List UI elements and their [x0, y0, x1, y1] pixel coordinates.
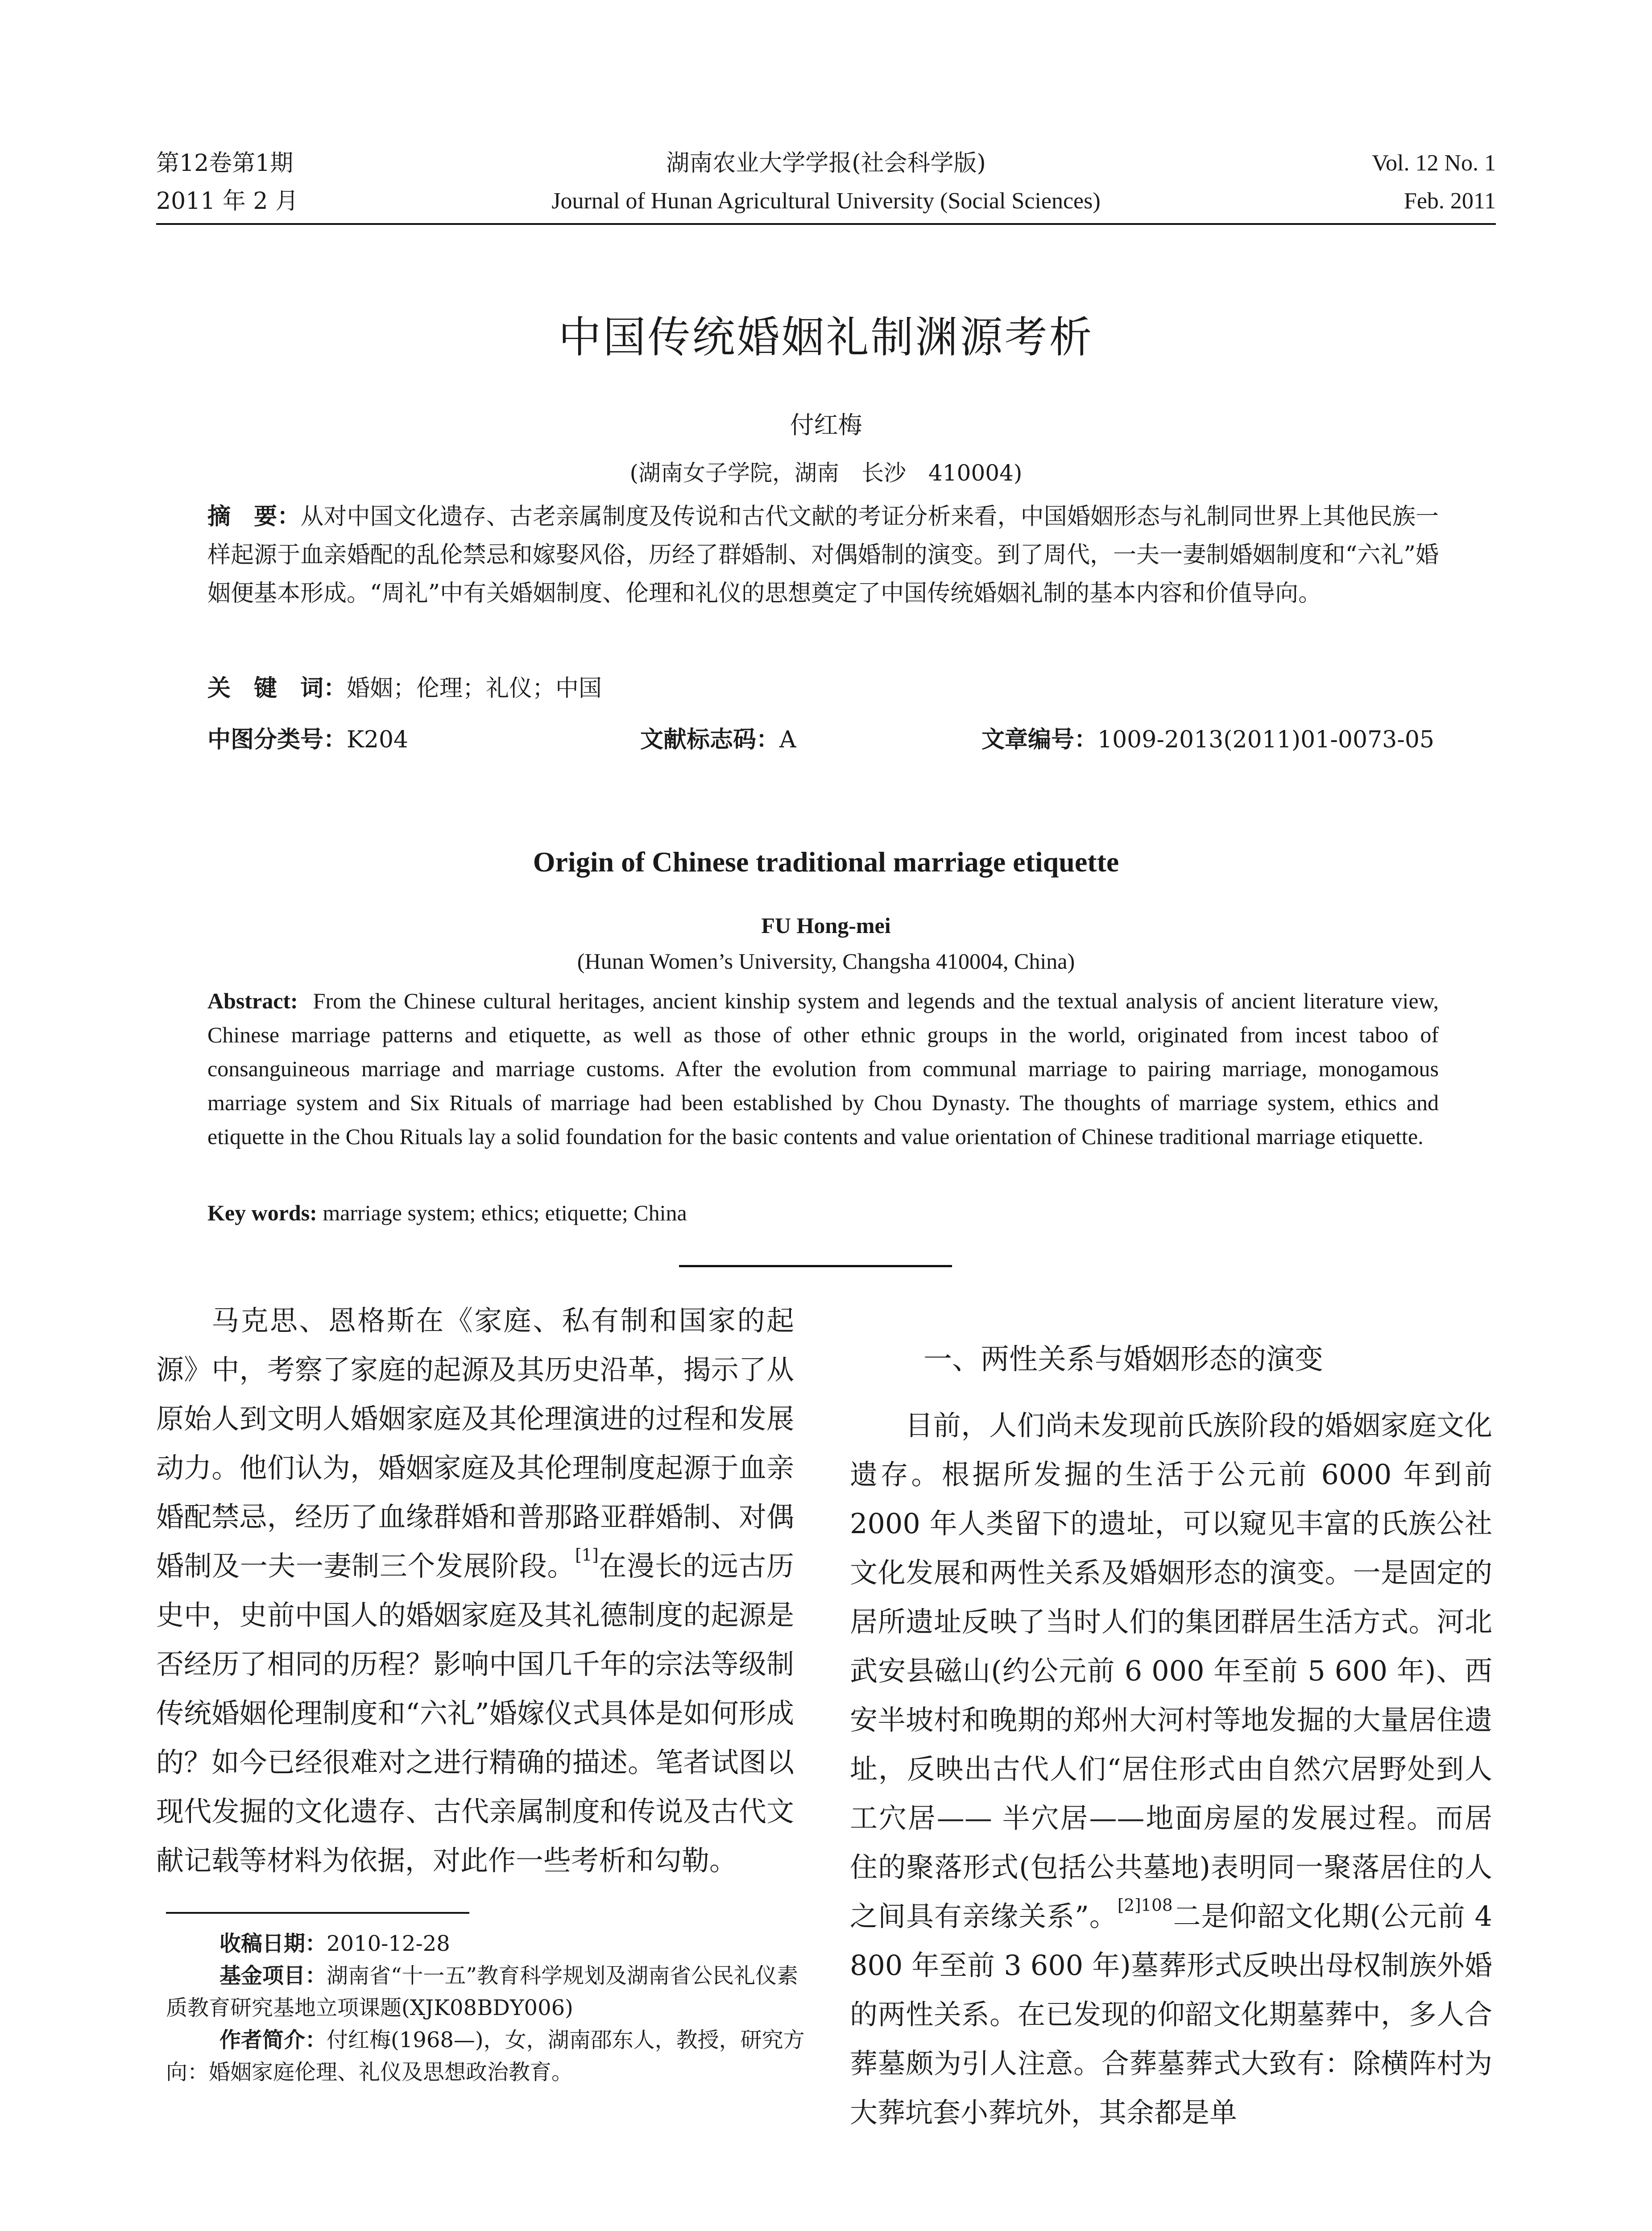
header-date-cn: 2011 年 2 月	[156, 188, 299, 215]
keywords-en-label: Key words:	[207, 1200, 317, 1225]
footnote-received	[166, 1928, 808, 1960]
section-1-text-2: 二是仰韶文化期(公元前 4 800 年至前 3 600 年)墓葬形式反映出母权制族外婚的两性关系。在已发现的仰韶文化期墓葬中，多人合葬墓颇为引人注意。合葬墓葬式大致有：除横阵村为大葬坑套小葬坑外，其余都是单	[850, 1900, 1492, 2129]
section-1-paragraph	[850, 1401, 1492, 2137]
fund-value: 湖南省“十一五”教育科学规划及湖南省公民礼仪素质教育研究基地立项课题(XJK08BDY006)	[166, 1963, 799, 2020]
footnote-fund	[166, 1960, 808, 2024]
header-journal-en: Journal of Hunan Agricultural University (Social Sciences)	[551, 188, 1101, 214]
footnotes	[166, 1928, 808, 2088]
document-code	[640, 721, 796, 754]
abstract-cn-label: 摘 要：	[207, 503, 301, 530]
article-value: 1009-2013(2011)01-0073-05	[1097, 726, 1434, 753]
section-heading-1: 一、两性关系与婚姻形态的演变	[923, 1343, 1323, 1376]
article-number	[981, 721, 1434, 754]
keywords-en-text: marriage system; ethics; etiquette; China	[323, 1200, 687, 1225]
section-divider	[679, 1265, 952, 1267]
paper-title-en: Origin of Chinese traditional marriage etiquette	[533, 846, 1119, 878]
intro-text-2: 在漫长的远古历史中，史前中国人的婚姻家庭及其礼德制度的起源是否经历了相同的历程？影响中国几千年的宗法等级制传统婚姻伦理制度和“六礼”婚嫁仪式具体是如何形成的？如今已经很难对之进行精确的描述。笔者试图以现代发掘的文化遗存、古代亲属制度和传说及古代文献记载等材料为依据，对此作一些考析和勾勒。	[156, 1550, 794, 1877]
footnote-author	[166, 2024, 808, 2088]
abstract-cn-text: 从对中国文化遗存、古老亲属制度及传说和古代文献的考证分析来看，中国婚姻形态与礼制同世界上其他民族一样起源于血亲婚配的乱伦禁忌和嫁娶风俗，历经了群婚制、对偶婚制的演变。到了周代，一夫一妻制婚姻制度和“六礼”婚姻便基本形成。“周礼”中有关婚姻制度、伦理和礼仪的思想奠定了中国传统婚姻礼制的基本内容和价值导向。	[207, 503, 1439, 607]
received-label: 收稿日期：	[219, 1931, 327, 1956]
header-rule	[156, 223, 1496, 225]
author-bio-value: 付红梅(1968—)，女，湖南邵东人，教授，研究方向：婚姻家庭伦理、礼仪及思想政治教育。	[166, 2028, 805, 2085]
doc-value: A	[779, 726, 796, 753]
keywords-en	[207, 1196, 1439, 1230]
affiliation-cn: (湖南女子学院，湖南 长沙 410004)	[629, 460, 1023, 486]
author-en: FU Hong-mei	[761, 913, 891, 938]
intro-paragraph	[156, 1296, 794, 1885]
abstract-en-label: Abstract:	[207, 988, 298, 1013]
keywords-cn-label: 关 键 词：	[207, 675, 347, 702]
affiliation-en: (Hunan Women’s University, Changsha 410004, China)	[577, 949, 1075, 974]
keywords-cn-text: 婚姻；伦理；礼仪；中国	[347, 675, 602, 702]
author-bio-label: 作者简介：	[219, 2028, 327, 2053]
fund-label: 基金项目：	[219, 1963, 327, 1988]
header-vol-en: Vol. 12 No. 1	[1372, 150, 1496, 176]
citation-2: [2]108	[1117, 1895, 1173, 1915]
keywords-cn	[207, 669, 1439, 708]
article-label: 文章编号：	[981, 726, 1098, 753]
header-date-en: Feb. 2011	[1404, 188, 1496, 214]
left-column-body	[156, 1296, 794, 1885]
paper-title-cn: 中国传统婚姻礼制渊源考析	[558, 312, 1094, 362]
header-journal-cn: 湖南农业大学学报(社会科学版)	[666, 150, 986, 177]
author-cn: 付红梅	[790, 411, 862, 439]
clc-value: K204	[347, 726, 409, 753]
right-column-body	[850, 1401, 1492, 2137]
abstract-cn	[207, 498, 1439, 613]
abstract-en	[207, 984, 1439, 1153]
section-1-text-1: 目前，人们尚未发现前氏族阶段的婚姻家庭文化遗存。根据所发掘的生活于公元前 6000 年到前 2000 年人类留下的遗址，可以窥见丰富的氏族公社文化发展和两性关系及婚姻形态的演变。一是固定的居所遗址反映了当时人们的集团群居生活方式。河北武安县磁山(约公元前 6 000 年至前 5 600 年)、西安半坡村和晚期的郑州大河村等地发掘的大量居住遗址，反映出古代人们“居住形式由自然穴居野处到人工穴居—— 半穴居——地面房屋的发展过程。而居住的聚落形式(包括公共墓地)表明同一聚落居住的人之间具有亲缘关系”。	[850, 1409, 1492, 1932]
doc-label: 文献标志码：	[640, 726, 780, 753]
clc-label: 中图分类号：	[207, 726, 347, 753]
header-volume-issue: 第12卷第1期	[156, 150, 294, 177]
intro-text-1: 马克思、恩格斯在《家庭、私有制和国家的起源》中，考察了家庭的起源及其历史沿革，揭示了从原始人到文明人婚姻家庭及其伦理演进的过程和发展动力。他们认为，婚姻家庭及其伦理制度起源于血亲婚配禁忌，经历了血缘群婚和普那路亚群婚制、对偶婚制及一夫一妻制三个发展阶段。	[156, 1304, 794, 1582]
footnote-rule	[166, 1912, 469, 1914]
citation-1: [1]	[575, 1545, 599, 1565]
received-value: 2010-12-28	[327, 1931, 450, 1956]
abstract-en-text: From the Chinese cultural heritages, ancient kinship system and legends and the textual analysis of ancient literature view, Chinese marriage patterns and etiquette, as well as those of other ethnic groups in the world, originated from incest taboo of consanguineous marriage and marriage customs. After the evolution from communal marriage to pairing marriage, monogamous marriage system and Six Rituals of marriage had been established by Chou Dynasty. The thoughts of marriage system, ethics and etiquette in the Chou Rituals lay a solid foundation for the basic contents and value orientation of Chinese traditional marriage etiquette.	[207, 988, 1439, 1149]
clc-number	[207, 721, 408, 754]
